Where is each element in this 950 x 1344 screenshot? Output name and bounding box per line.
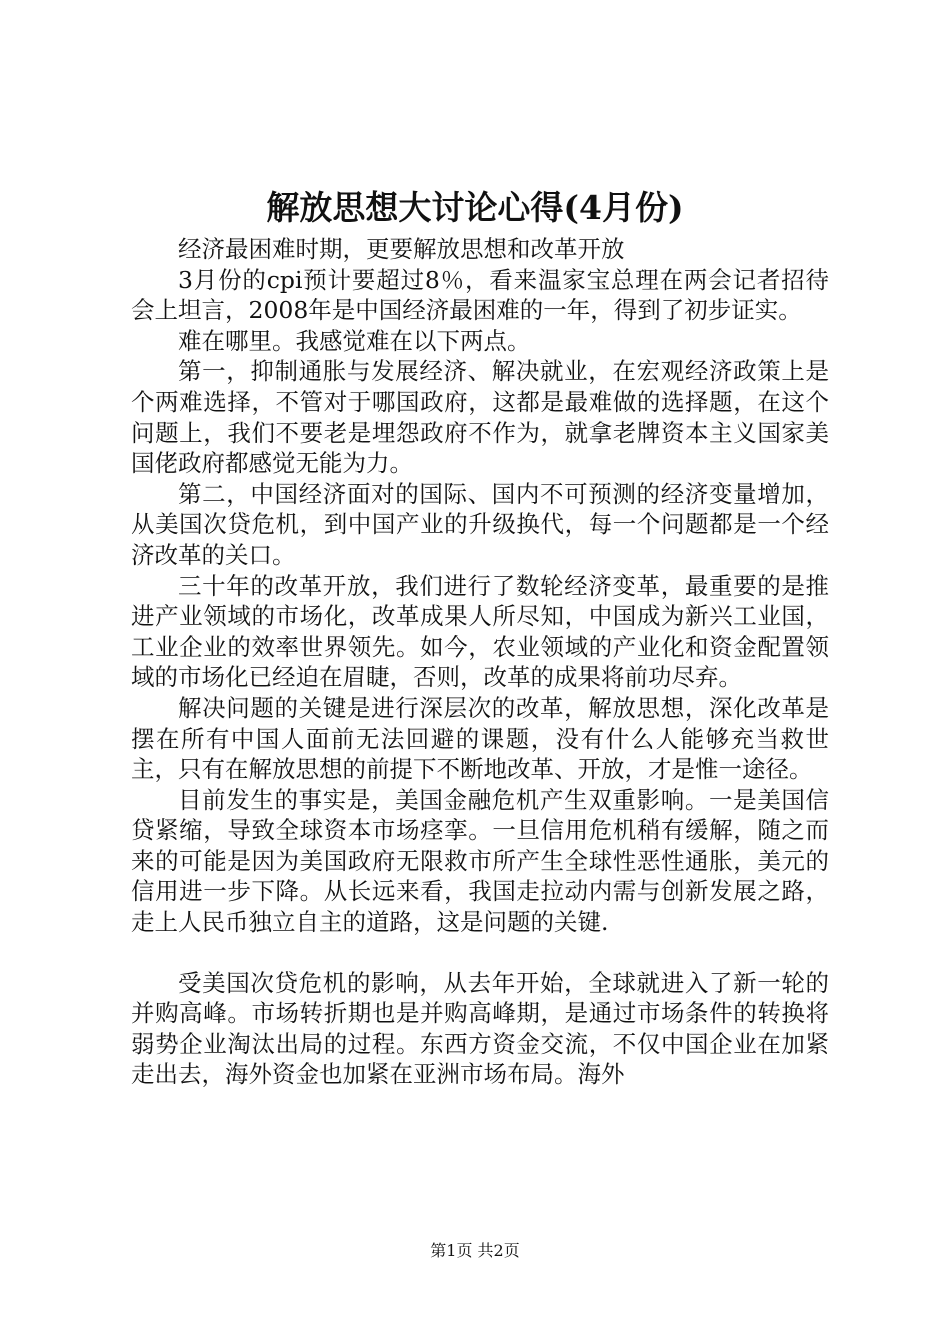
- page-footer: 第1页 共2页: [430, 1241, 520, 1260]
- paragraph: 解决问题的关键是进行深层次的改革，解放思想，深化改革是摆在所有中国人面前无法回避的课题，没有什么人能够充当救世主，只有在解放思想的前提下不断地改革、开放，才是惟一途径。: [131, 693, 829, 784]
- paragraph-subtitle: 经济最困难时期，更要解放思想和改革开放: [178, 235, 625, 263]
- paragraph: 第二，中国经济面对的国际、国内不可预测的经济变量增加，从美国次贷危机，到中国产业的升级换代，每一个问题都是一个经济改革的关口。: [131, 479, 829, 569]
- document-title: 解放思想大讨论心得(4月份): [266, 188, 684, 227]
- paragraph: 3月份的cpi预计要超过8％，看来温家宝总理在两会记者招待会上坦言，2008年是中国经济最困难的一年，得到了初步证实。: [131, 265, 829, 325]
- paragraph: 目前发生的事实是，美国金融危机产生双重影响。一是美国信贷紧缩，导致全球资本市场痉挛。一旦信用危机稍有缓解，随之而来的可能是因为美国政府无限救市所产生全球性恶性通胀，美元的信用进一步下降。从长远来看，我国走拉动内需与创新发展之路，走上人民币独立自主的道路，这是问题的关键.: [131, 785, 829, 937]
- paragraph: 难在哪里。我感觉难在以下两点。: [178, 326, 531, 355]
- paragraph: 受美国次贷危机的影响，从去年开始，全球就进入了新一轮的并购高峰。市场转折期也是并购高峰期，是通过市场条件的转换将弱势企业淘汰出局的过程。东西方资金交流，不仅中国企业在加紧走出去，海外资金也加紧在亚洲市场布局。海外: [131, 968, 829, 1089]
- document-body: [131, 234, 829, 1090]
- paragraph: 第一，抑制通胀与发展经济、解决就业，在宏观经济政策上是个两难选择，不管对于哪国政府，这都是最难做的选择题，在这个问题上，我们不要老是埋怨政府不作为，就拿老牌资本主义国家美国佬政府都感觉无能为力。: [131, 357, 829, 478]
- paragraph: 三十年的改革开放，我们进行了数轮经济变革，最重要的是推进产业领域的市场化，改革成果人所尽知，中国成为新兴工业国，工业企业的效率世界领先。如今，农业领域的产业化和资金配置领域的市场化已经迫在眉睫，否则，改革的成果将前功尽弃。: [131, 571, 829, 692]
